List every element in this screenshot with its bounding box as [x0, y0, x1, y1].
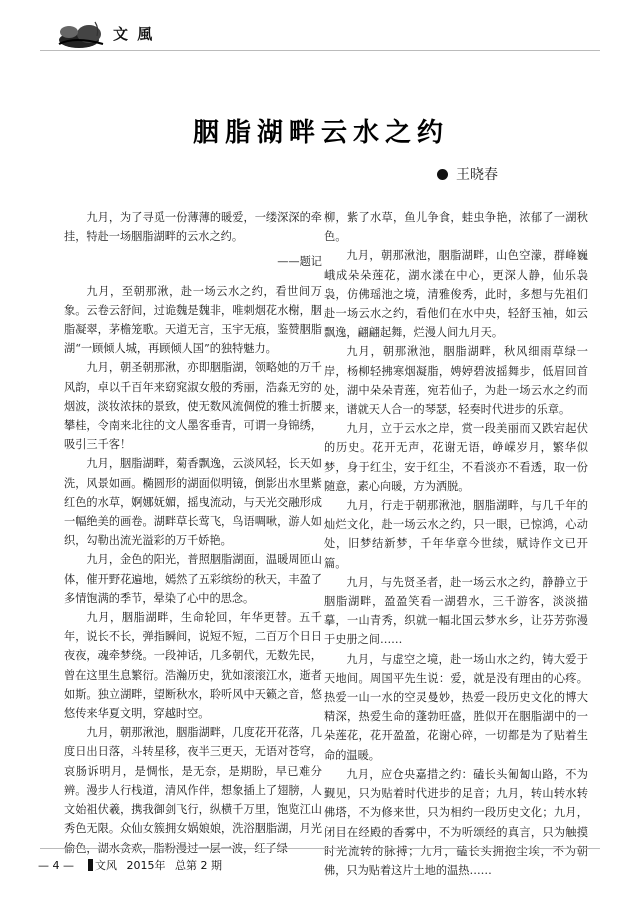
- paragraph: 九月，胭脂湖畔，生命轮回，年华更替。五千年，说长不长，弹指瞬间，说短不短，二百万个日日夜夜，魂牵梦绕。一段神话，几多朝代，无数先民，曾在这里生息繁衍。浩瀚历史，犹如滚滚江水，逝者如斯。独立湖畔，望断秋水，聆听风中天籁之音，悠悠传来华夏文明，穿越时空。: [64, 611, 322, 721]
- preface: 九月，为了寻觅一份薄薄的暖爱，一缕深深的牵挂，特赴一场胭脂湖畔的云水之约。: [64, 211, 322, 244]
- paragraph: 九月，朝那湫池，胭脂湖畔，山色空濛，群峰巍峨成朵朵莲花，湖水漾在中心，更深人静，仙乐袅袅，仿佛瑶池之境，清雅俊秀，此时，多想与先祖们赴一场云水之约，看他们在水中央，轻舒玉袖，如云飘逸，翩翩起舞，烂漫人间九月天。: [324, 249, 588, 340]
- ink-landscape-icon: [55, 16, 111, 50]
- paragraph: 九月，朝圣朝那湫，亦即胭脂湖，领略她的万千风韵，卓以千百年来窈窕淑女般的秀丽，浩淼无穷的烟波，淡妆浓抹的景致，使无数风流倜傥的雅士折腰攀桂，令南来北往的文人墨客垂青，可谓一身锦绣，吸引三千客！: [64, 361, 322, 452]
- paragraph: 九月，胭脂湖畔，菊香飘逸，云淡风轻，长天如洗，风景如画。椭圆形的湖面似明镜，倒影出水里紫红色的水草，婀娜妩媚，摇曳流动，与天光交融形成一幅绝美的画卷。湖畔草长莺飞，鸟语啁啾，游人如织，勾勒出流光溢彩的万千娇艳。: [64, 457, 322, 548]
- paragraph: 九月，朝那湫池，胭脂湖畔，几度花开花落，几度日出日落，斗转星移，夜半三更天，无语对苍穹，哀肠诉明月，是惆怅，是无奈，是期盼，早已难分辨。漫步人行栈道，清风作伴，想象插上了翅膀，人文始祖伏羲，携我御剑飞行，纵横千万里，饱览江山秀色无限。众仙女簇拥女娲娘娘，洗浴胭脂湖，月光偷色，湖水贪欢，脂粉漫过一层一波，红了绿: [64, 726, 322, 855]
- bullet-icon: [437, 169, 448, 180]
- article-title: 胭脂湖畔云水之约: [192, 118, 449, 148]
- paragraph: 柳，紫了水草，鱼儿争食，蛙虫争艳，浓郁了一湖秋色。: [324, 211, 588, 244]
- page-footer: [38, 857, 228, 873]
- paragraph: 九月，金色的阳光，普照胭脂湖面，温暖周匝山体，催开野花遍地，嫣然了五彩缤纷的秋天，丰盈了多情饱满的季节，晕染了心中的思念。: [64, 553, 322, 605]
- year: 2015年: [126, 859, 166, 872]
- author-line: [437, 164, 498, 184]
- header-rule: [40, 50, 600, 51]
- paragraph: 九月，与虚空之境，赴一场山水之约，铸大爱于天地间。周国平先生说：爱，就是没有理由的心疼。热爱一山一水的空灵曼妙，热爱一段历史文化的博大精深，热爱生命的蓬勃旺盛，胜似开在胭脂湖中的一朵莲花，花开盈盈，花谢心碎，一切都是为了贴着生命的温暖。: [324, 652, 588, 762]
- paragraph: 九月，朝那湫池，胭脂湖畔，秋风细雨草绿一岸，杨柳轻拂寒烟凝脂，娉婷碧波摇舞步，低眉回首处，湖中朵朵青莲，宛若仙子，为赴一场云水之约而来，谱就天人合一的琴瑟，轻奏时代进步的乐章。: [324, 345, 588, 417]
- page-header: [55, 14, 255, 54]
- page-number: — 4 —: [38, 859, 74, 872]
- paragraph: 九月，至朝那湫，赴一场云水之约，看世间万象。云卷云舒间，过诡魏是魏非，唯刺烟花水榭，胭脂凝翠，茅檐笼歌。天道无言，玉宇无痕，鉴赞胭脂湖“一顾倾人城，再顾倾人国”的独特魅力。: [64, 284, 322, 356]
- issue: 总第 2 期: [175, 859, 222, 872]
- paragraph: 九月，与先贤圣者，赴一场云水之约，静静立于胭脂湖畔，盈盈笑看一湖碧水，三千游客，淡淡描摹，一山青秀，织就一幅北国云梦水乡，让芬芳弥漫于史册之间……: [324, 575, 588, 647]
- paragraph: 九月，行走于朝那湫池，胭脂湖畔，与几千年的灿烂文化，赴一场云水之约，只一眼，已惊鸿，心动处，旧梦结新梦，千年华章今世续，赋诗作文已开篇。: [324, 499, 588, 570]
- right-column: [324, 208, 588, 880]
- preface-sign: ——题记: [277, 255, 322, 269]
- footer-block-icon: [88, 859, 93, 871]
- section-title: 文 風: [113, 25, 155, 43]
- paragraph: 九月，立于云水之岸，赏一段美丽而又跌宕起伏的历史。花开无声，花谢无语，峥嵘岁月，繁华似梦，身于红尘，安于红尘，不看淡亦不看透，取一份随意，素心向暖，方为洒脱。: [324, 422, 588, 493]
- left-column: [64, 208, 322, 858]
- magazine-name: 文风: [95, 859, 117, 872]
- paragraph: 九月，应仓央嘉措之约：磕长头匍匐山路，不为觐见，只为贴着时代进步的足音；九月，转山转水转佛塔，不为修来世，只为相约一段历史文化；九月，闭目在经殿的香雾中，不为听颂经的真言，只为触摸时光流转的脉搏；九月，磕长头拥抱尘埃，不为朝佛，只为贴着这片土地的温热……: [324, 767, 588, 877]
- author-name: 王晓春: [456, 167, 498, 183]
- footer-rule: [40, 848, 600, 849]
